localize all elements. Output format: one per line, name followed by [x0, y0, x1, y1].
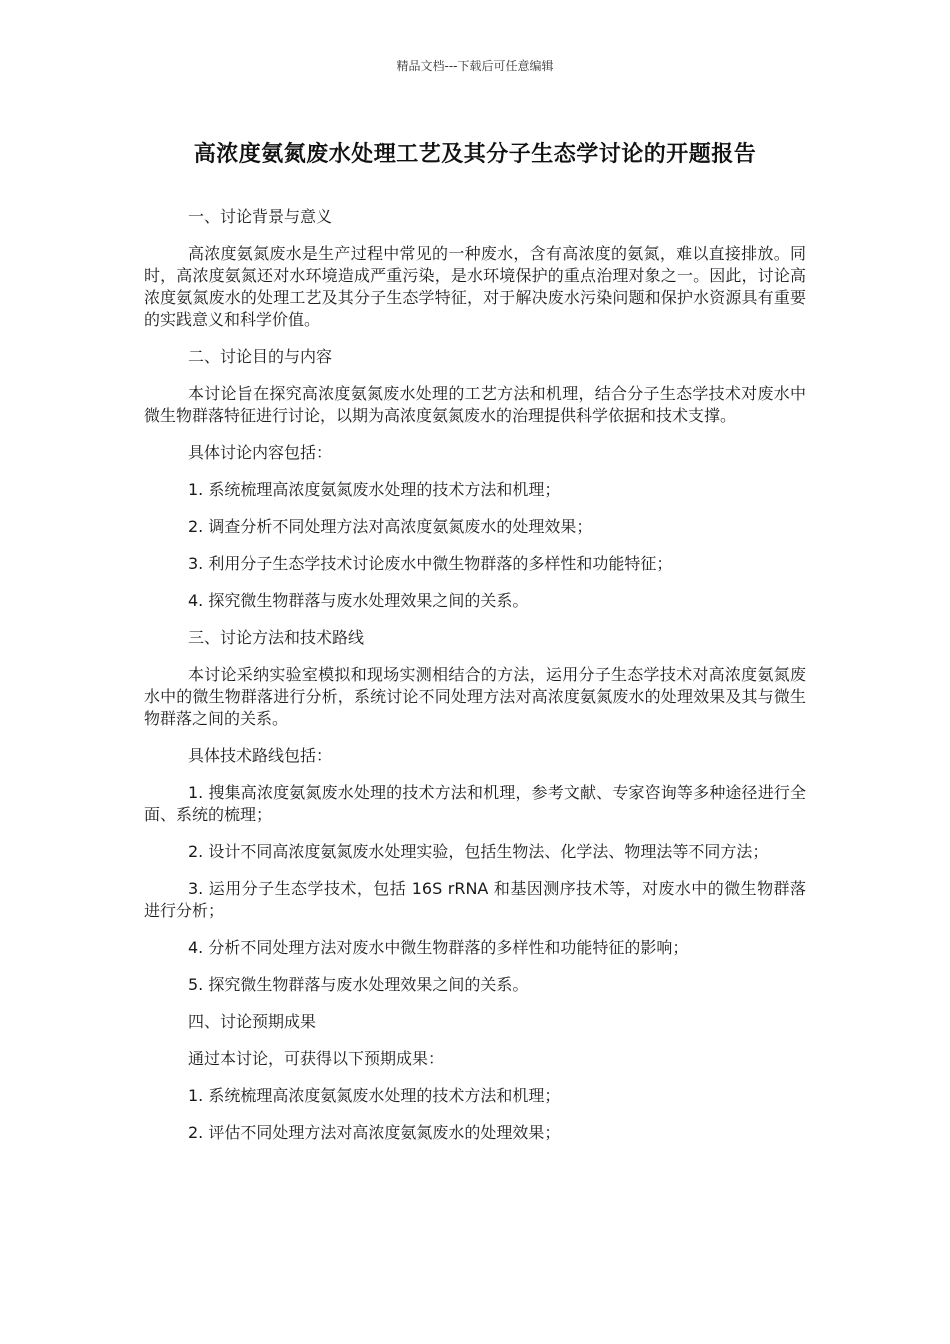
- list-item: 3. 利用分子生态学技术讨论废水中微生物群落的多样性和功能特征；: [188, 554, 673, 573]
- paragraph-methods: 本讨论采纳实验室模拟和现场实测相结合的方法，运用分子生态学技术对高浓度氨氮废水中的微生物群落进行分析，系统讨论不同处理方法对高浓度氨氮废水的处理效果及其与微生物群落之间的关系。: [144, 665, 806, 728]
- list-item: 2. 设计不同高浓度氨氮废水处理实验，包括生物法、化学法、物理法等不同方法；: [188, 842, 769, 861]
- list-item: 1. 搜集高浓度氨氮废水处理的技术方法和机理，参考文献、专家咨询等多种途径进行全面、系统的梳理；: [144, 783, 806, 824]
- paragraph-background: 高浓度氨氮废水是生产过程中常见的一种废水，含有高浓度的氨氮，难以直接排放。同时，高浓度氨氮还对水环境造成严重污染，是水环境保护的重点治理对象之一。因此，讨论高浓度氨氮废水的处理工艺及其分子生态学特征，对于解决废水污染问题和保护水资源具有重要的实践意义和科学价值。: [144, 244, 806, 329]
- section-heading-objectives: 二、讨论目的与内容: [188, 347, 333, 366]
- section-heading-background: 一、讨论背景与意义: [188, 207, 333, 226]
- list-item: 1. 系统梳理高浓度氨氮废水处理的技术方法和机理；: [188, 1086, 561, 1105]
- list-item: 2. 调查分析不同处理方法对高浓度氨氮废水的处理效果；: [188, 517, 593, 536]
- section-heading-outcomes: 四、讨论预期成果: [188, 1012, 317, 1031]
- header-note: 精品文档---下载后可任意编辑: [396, 59, 554, 73]
- paragraph-content-intro: 具体讨论内容包括：: [188, 443, 333, 462]
- paragraph-route-intro: 具体技术路线包括：: [188, 746, 333, 765]
- list-item: 4. 分析不同处理方法对废水中微生物群落的多样性和功能特征的影响；: [188, 938, 689, 957]
- list-item: 3. 运用分子生态学技术，包括 16S rRNA 和基因测序技术等，对废水中的微生物群落进行分析；: [144, 879, 806, 920]
- list-item: 1. 系统梳理高浓度氨氮废水处理的技术方法和机理；: [188, 480, 561, 499]
- list-item: 4. 探究微生物群落与废水处理效果之间的关系。: [188, 591, 529, 610]
- paragraph-outcomes-intro: 通过本讨论，可获得以下预期成果：: [188, 1049, 445, 1068]
- section-heading-methods: 三、讨论方法和技术路线: [188, 628, 365, 647]
- list-item: 5. 探究微生物群落与废水处理效果之间的关系。: [188, 975, 529, 994]
- paragraph-objectives: 本讨论旨在探究高浓度氨氮废水处理的工艺方法和机理，结合分子生态学技术对废水中微生物群落特征进行讨论，以期为高浓度氨氮废水的治理提供科学依据和技术支撑。: [144, 384, 806, 425]
- list-item: 2. 评估不同处理方法对高浓度氨氮废水的处理效果；: [188, 1123, 561, 1142]
- document-title: 高浓度氨氮废水处理工艺及其分子生态学讨论的开题报告: [193, 142, 757, 167]
- document-body: [144, 206, 806, 1159]
